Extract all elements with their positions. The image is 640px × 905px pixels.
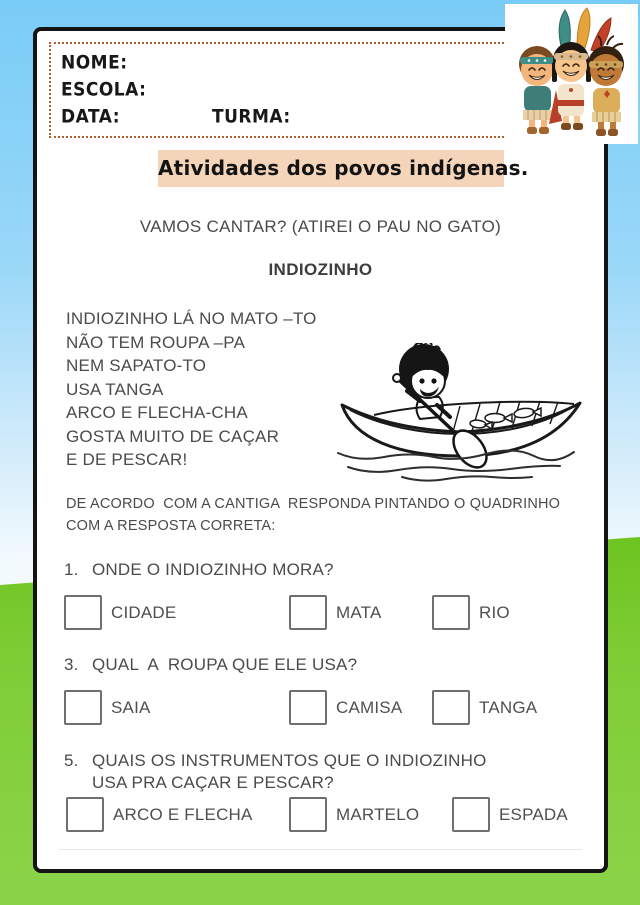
option-tanga [432,690,537,725]
answer-checkbox-camisa[interactable] [289,690,327,725]
question-3-text: QUAL A ROUPA QUE ELE USA? [92,655,358,674]
question-5-text: QUAIS OS INSTRUMENTOS QUE O INDIOZINHO [92,751,487,770]
lyric-line: NÃO TEM ROUPA –PA [66,332,246,352]
instructions-line2: COM A RESPOSTA CORRETA: [66,518,276,534]
question-5-options [37,797,604,837]
answer-checkbox-espada[interactable] [452,797,490,832]
escola-input-area[interactable] [152,80,496,100]
children-illustration [505,4,638,144]
answer-checkbox-arco-e-flecha[interactable] [66,797,104,832]
worksheet-page [33,27,608,873]
question-5-text-line2: USA PRA CAÇAR E PESCAR? [92,773,334,792]
lyric-line: USA TANGA [66,379,164,399]
question-3-title [64,655,584,675]
answer-checkbox-tanga[interactable] [432,690,470,725]
song-title: INDIOZINHO [268,260,373,279]
instructions-line1: DE ACORDO COM A CANTIGA RESPONDA PINTANDO O QUADRINHO [66,496,561,512]
song-lyrics [66,307,317,472]
question-1-text: ONDE O INDIOZINHO MORA? [92,560,334,579]
option-label-saia: SAIA [111,697,151,717]
answer-checkbox-rio[interactable] [432,595,470,630]
song-intro: VAMOS CANTAR? (ATIREI O PAU NO GATO) [139,217,502,236]
lyric-line: ARCO E FLECHA-CHA [66,403,248,422]
escola-label: ESCOLA: [61,79,147,101]
indigenous-children-icon [505,4,638,144]
option-label-espada: ESPADA [499,804,568,824]
answer-checkbox-martelo[interactable] [289,797,327,832]
option-cidade [64,595,176,630]
worksheet-title: Atividades dos povos indígenas. [158,150,504,187]
question-3-options [37,690,604,730]
nome-input-area[interactable] [134,53,496,73]
lyric-line: GOSTA MUITO DE CAÇAR [66,426,280,446]
activity-instructions [66,493,560,537]
data-input-area[interactable] [126,107,206,127]
option-label-arco-e-flecha: ARCO E FLECHA [113,804,253,824]
lyric-line: INDIOZINHO LÁ NO MATO –TO [66,309,317,328]
lyric-line: NEM SAPATO-TO [66,356,207,375]
option-label-cidade: CIDADE [111,602,177,622]
question-1-number: 1. [64,560,79,579]
option-label-mata: MATA [336,602,382,622]
question-1-title [64,560,584,580]
option-label-rio: RIO [479,602,510,622]
option-rio [432,595,510,630]
turma-label: TURMA: [212,106,291,128]
option-label-camisa: CAMISA [336,697,403,717]
answer-checkbox-mata[interactable] [289,595,327,630]
turma-input-area[interactable] [297,107,496,127]
option-arco-e-flecha [66,797,253,832]
student-info-box [49,42,508,138]
answer-checkbox-saia[interactable] [64,690,102,725]
option-espada [452,797,568,832]
lyric-line: E DE PESCAR! [66,450,188,469]
question-1-options [37,595,604,635]
data-label: DATA: [61,106,120,128]
option-label-martelo: MARTELO [336,804,420,824]
boy-in-canoe-illustration [332,343,592,491]
question-5-title [64,751,584,771]
question-3-number: 3. [64,655,79,674]
option-label-tanga: TANGA [479,697,538,717]
option-saia [64,690,151,725]
escola-field-row [61,80,496,100]
nome-field-row [61,53,496,73]
answer-checkbox-cidade[interactable] [64,595,102,630]
data-turma-field-row [61,107,496,127]
option-mata [289,595,382,630]
option-camisa [289,690,402,725]
bottom-divider [59,849,582,850]
question-5-number: 5. [64,751,79,770]
option-martelo [289,797,419,832]
nome-label: NOME: [61,52,128,74]
